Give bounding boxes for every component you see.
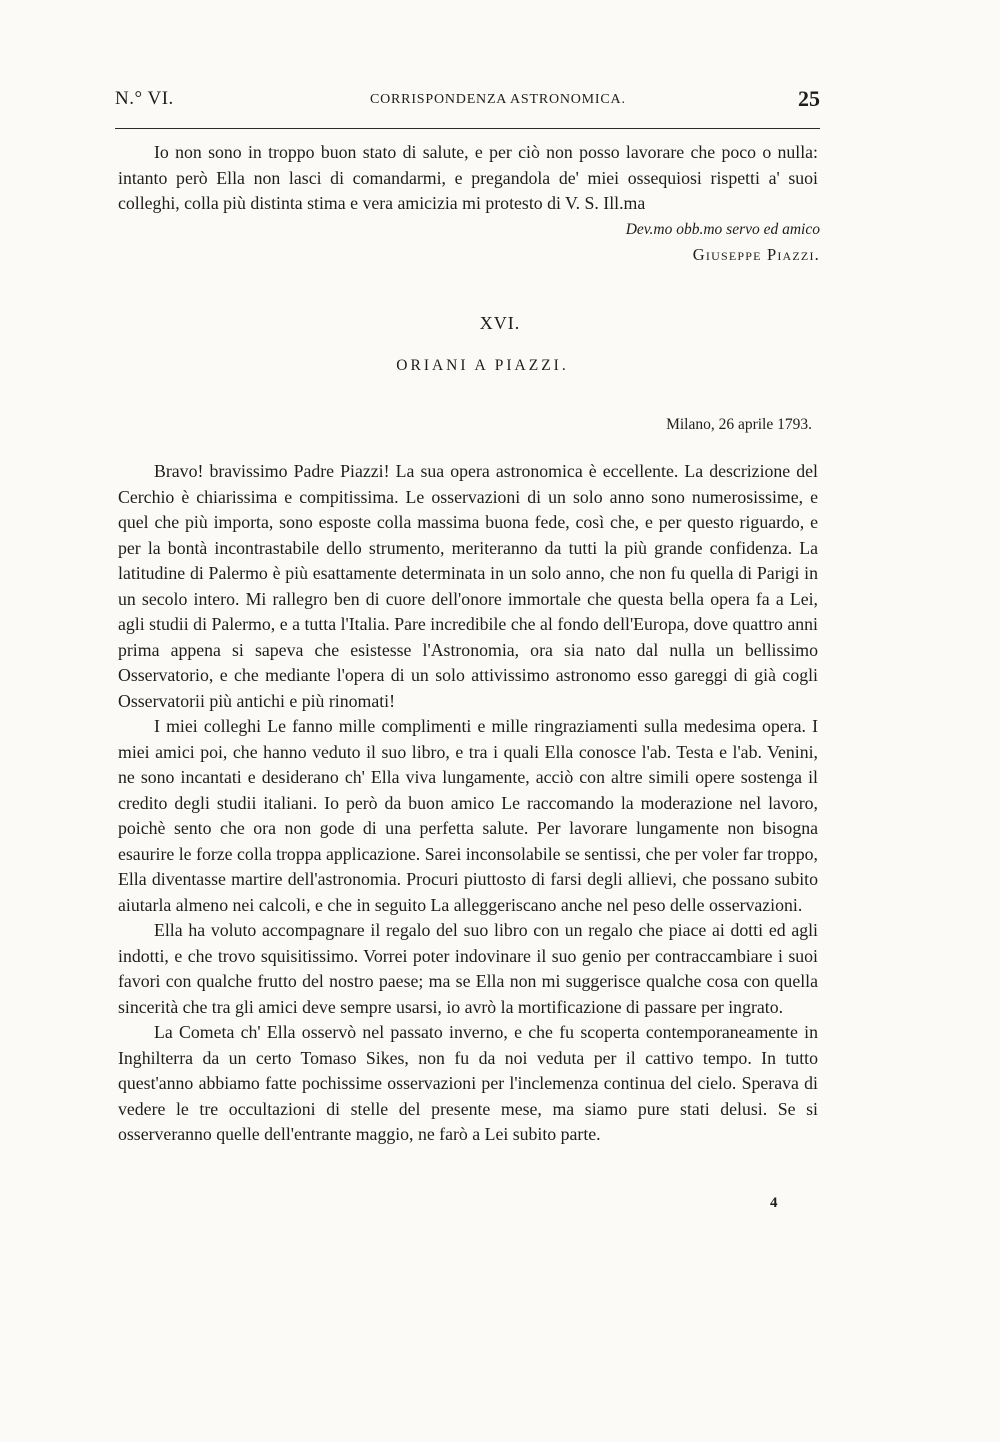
- letter-number: XVI.: [479, 313, 521, 333]
- header-rule: [115, 128, 820, 129]
- letter-body: [118, 459, 818, 1148]
- letter-paragraph: Ella ha voluto accompagnare il regalo del suo libro con un regalo che piace ai dotti ed agli indotti, e che trovo squisitissimo. Vorrei poter indovinare il suo genio per contraccambiare i suoi favori con qualche frutto del nostro paese; ma se Ella non mi suggerisce qualche cosa con quella sincerità che tra gli amici deve sempre usarsi, io avrò la mortificazione di passare per ingrato.: [118, 920, 818, 1017]
- signature-mark: 4: [770, 1195, 778, 1211]
- letter-paragraph: I miei colleghi Le fanno mille complimenti e mille ringraziamenti sulla medesima opera. I miei amici poi, che hanno veduto il suo libro, e tra i quali Ella conosce l'ab. Testa e l'ab. Venini, ne sono incantati e desiderano ch' Ella viva lungamente, acciò con altre simili opere sostenga il credito degli studii italiani. Io però da buon amico Le raccomando la moderazione nel lavoro, poichè sento che ora non gode di una perfetta salute. Per lavorare lungamente non bisogna esaurire le forze colla troppa applicazione. Sarei inconsolabile se sentissi, che per voler far troppo, Ella diventasse martire dell'astronomia. Procuri piuttosto di farsi degli allievi, che possano subito aiutarla almeno nei calcoli, e che in seguito La alleggeriscano anche nel peso delle osservazioni.: [118, 716, 818, 915]
- letter-paragraph: Bravo! bravissimo Padre Piazzi! La sua opera astronomica è eccellente. La descrizione del Cerchio è chiarissima e compitissima. Le osservazioni di un solo anno sono numerosissime, e quel che più importa, sono esposte colla massima buona fede, così che, e per questo riguardo, e per la bontà incontrastabile dello strumento, meriteranno da tutti la più grande confidenza. La latitudine di Palermo è più esattamente determinata in un solo anno, che non fu quella di Parigi in un secolo intero. Mi rallegro ben di cuore dell'onore immortale che questa bella opera fa a Lei, agli studii di Palermo, e a tutta l'Italia. Pare incredibile che al fondo dell'Europa, dove quattro anni prima appena si sapeva che esistesse l'Astronomia, ora sia nato dal nulla un bellissimo Osservatorio, e che mediante l'opera di un solo attivissimo astronomo esso gareggi di già cogli Osservatorii più antichi e più rinomati!: [118, 461, 818, 711]
- section-number: N.° VI.: [115, 88, 174, 109]
- running-head: [115, 88, 820, 118]
- letter-paragraph: La Cometa ch' Ella osservò nel passato inverno, e che fu scoperta contemporaneamente in Inghilterra da un certo Tomaso Sikes, non fu da noi veduta per il cattivo tempo. In tutto quest'anno abbiamo fatte pochissime osservazioni per l'inclemenza continua del cielo. Sperava di vedere le tre occultazioni di stelle del presente mese, ma siamo pure stati delusi. Se si osserveranno quelle dell'entrante maggio, ne farò a Lei subito parte.: [118, 1022, 818, 1144]
- letter-dateline: Milano, 26 aprile 1793.: [666, 416, 812, 433]
- signature-block: [626, 220, 820, 270]
- signature-salutation: Dev.mo obb.mo servo ed amico: [625, 221, 820, 238]
- page-number: 25: [798, 86, 820, 111]
- running-title: CORRISPONDENZA ASTRONOMICA.: [370, 92, 626, 107]
- previous-letter-closing: [118, 140, 818, 217]
- letter-title: ORIANI A PIAZZI.: [396, 357, 569, 374]
- signature-name: Giuseppe Piazzi.: [692, 245, 820, 264]
- closing-paragraph: Io non sono in troppo buon stato di salute, e per ciò non posso lavorare che poco o nulla: intanto però Ella non lasci di comandarmi, e pregandola de' miei ossequiosi rispetti a' suoi colleghi, colla più distinta stima e vera amicizia mi protesto di V. S. Ill.ma: [118, 142, 818, 213]
